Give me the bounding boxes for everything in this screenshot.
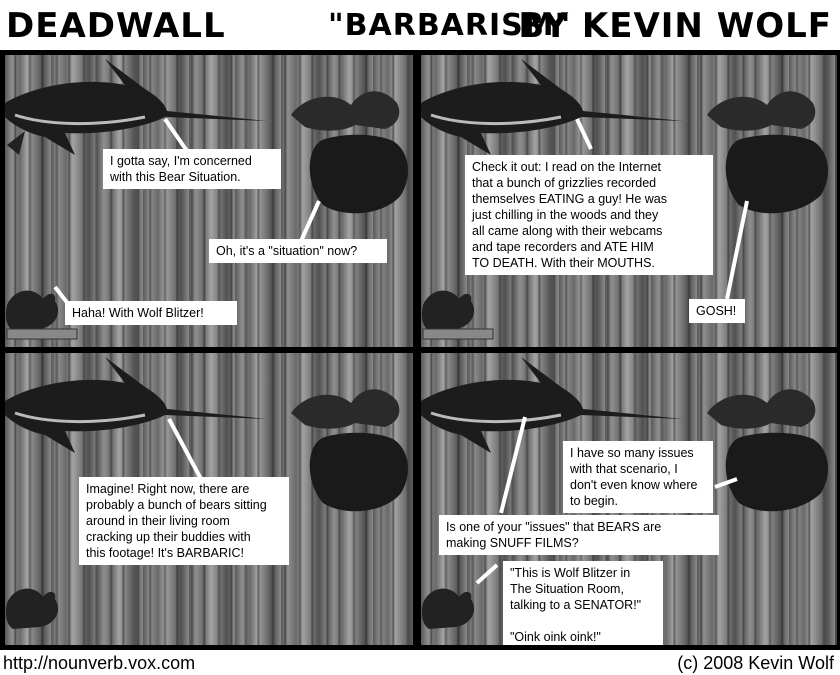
moose-head-icon (291, 389, 408, 511)
website-url: http://nounverb.vox.com (3, 653, 196, 673)
speech-bubble-moose: I have so many issues with that scenario, I don't even know where to begin. (563, 441, 713, 513)
panel-2 (420, 54, 838, 348)
speech-bubble-pheasant: Haha! With Wolf Blitzer! (65, 301, 237, 325)
comic-header (0, 0, 840, 52)
author-credit: BY KEVIN WOLF (518, 6, 832, 46)
pheasant-icon (6, 589, 58, 629)
speech-bubble-pheasant: "This is Wolf Blitzer in The Situation Room, talking to a SENATOR!" "Oink oink oink!" (503, 561, 663, 646)
copyright-notice: (c) 2008 Kevin Wolf (677, 653, 834, 673)
speech-bubble-marlin: Is one of your "issues" that BEARS are making SNUFF FILMS? (439, 515, 719, 555)
marlin-icon (5, 357, 267, 453)
strip-title: "BARBARISM" (328, 8, 572, 43)
pheasant-icon (422, 291, 493, 339)
pheasant-icon (422, 589, 474, 629)
speech-bubble-marlin: I gotta say, I'm concerned with this Bear Situation. (103, 149, 281, 189)
panel-4 (420, 352, 838, 646)
speech-bubble-marlin: Imagine! Right now, there are probably a bunch of bears sitting around in their living room cracking up their buddies with this footage! It's BARBARIC! (79, 477, 289, 565)
marlin-icon (421, 59, 683, 155)
panel-1 (4, 54, 414, 348)
marlin-icon (421, 357, 683, 453)
speech-bubble-moose: GOSH! (689, 299, 745, 323)
panel-3 (4, 352, 414, 646)
moose-head-icon (707, 389, 828, 511)
moose-head-icon (291, 91, 408, 213)
moose-head-icon (707, 91, 828, 213)
marlin-icon (5, 59, 267, 155)
speech-bubble-marlin: Check it out: I read on the Internet that a bunch of grizzlies recorded themselves EATING a guy! He was just chilling in the woods and they all came along with their webcams and tape recorders and ATE HIM TO DEATH. With their MOUTHS. (465, 155, 713, 275)
comic-title: DEADWALL (6, 6, 226, 46)
speech-bubble-moose: Oh, it's a "situation" now? (209, 239, 387, 263)
